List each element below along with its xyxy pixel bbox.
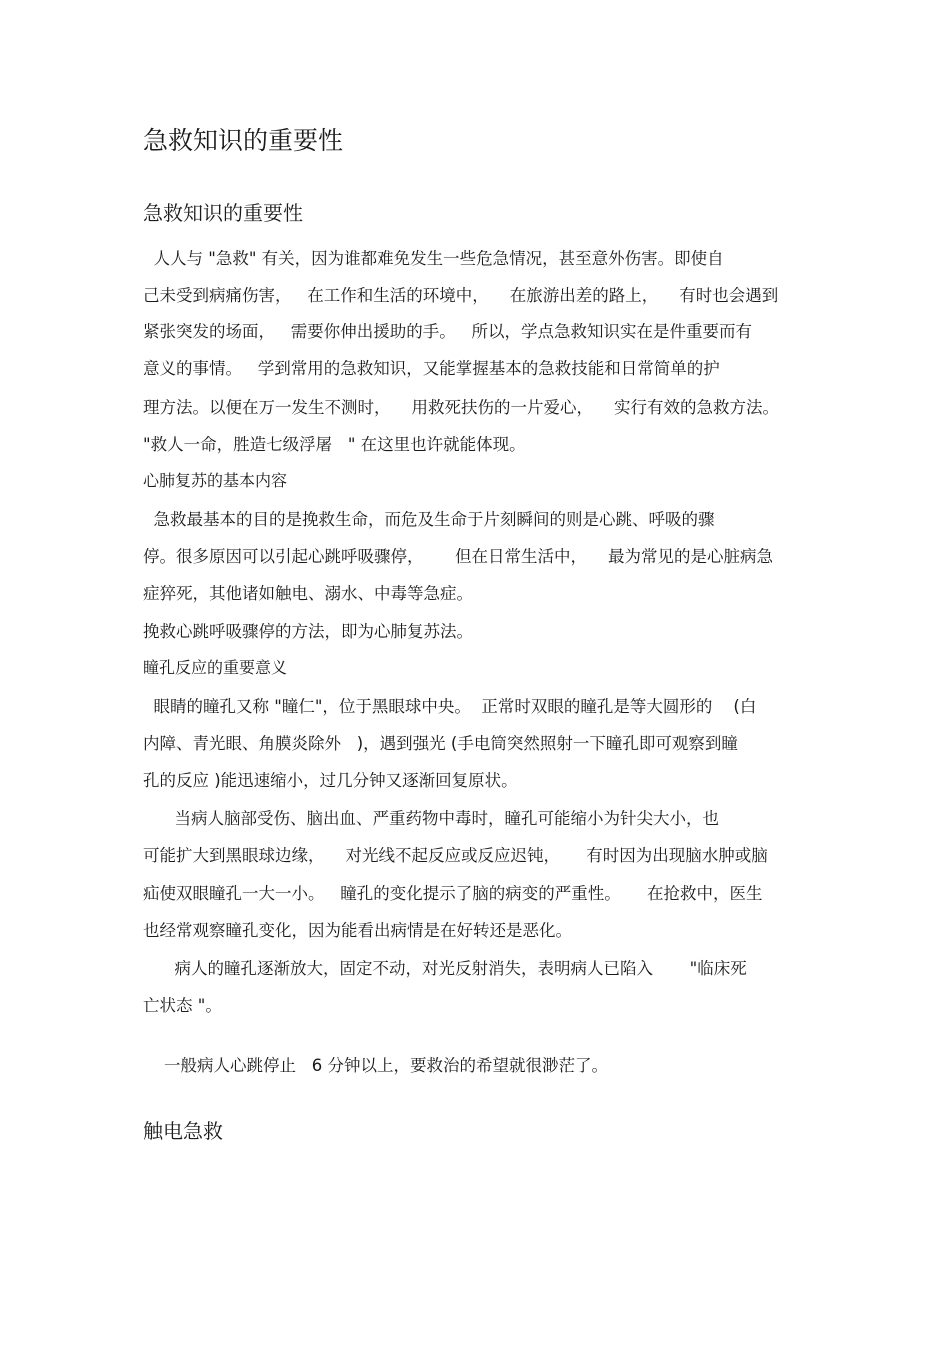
paragraph-line: 当病人脑部受伤、脑出血、严重药物中毒时，瞳孔可能缩小为针尖大小，也 <box>143 809 719 828</box>
paragraph-line: 挽救心跳呼吸骤停的方法，即为心肺复苏法。 <box>143 622 473 641</box>
paragraph-line: 人人与 "急救" 有关，因为谁都难免发生一些危急情况，甚至意外伤害。即使自 <box>143 249 724 268</box>
paragraph-line: 症猝死，其他诸如触电、溺水、中毒等急症。 <box>143 584 473 603</box>
section-heading-electric-shock: 触电急救 <box>143 1119 223 1143</box>
paragraph-line: 病人的瞳孔逐渐放大，固定不动，对光反射消失，表明病人已陷入 "临床死 <box>143 959 747 978</box>
paragraph-line: 一般病人心跳停止 6 分钟以上，要救治的希望就很渺茫了。 <box>143 1056 608 1075</box>
paragraph-line: 停。很多原因可以引起心跳呼吸骤停， 但在日常生活中， 最为常见的是心脏病急 <box>143 547 773 566</box>
paragraph-line: 理方法。以便在万一发生不测时， 用救死扶伤的一片爱心， 实行有效的急救方法。 <box>143 398 779 417</box>
paragraph-line: "救人一命，胜造七级浮屠 " 在这里也许就能体现。 <box>143 435 526 454</box>
paragraph-line: 己未受到病痛伤害， 在工作和生活的环境中， 在旅游出差的路上， 有时也会遇到 <box>143 286 779 305</box>
section-heading-importance: 急救知识的重要性 <box>143 201 303 225</box>
paragraph-line: 孔的反应 )能迅速缩小，过几分钟又逐渐回复原状。 <box>143 771 518 790</box>
paragraph-line: 内障、青光眼、角膜炎除外 )，遇到强光 (手电筒突然照射一下瞳孔即可观察到瞳 <box>143 734 738 753</box>
section-heading-cpr: 心肺复苏的基本内容 <box>143 471 288 490</box>
paragraph-line: 意义的事情。 学到常用的急救知识，又能掌握基本的急救技能和日常简单的护 <box>143 359 720 378</box>
paragraph-line: 紧张突发的场面， 需要你伸出援助的手。 所以，学点急救知识实在是件重要而有 <box>143 322 752 341</box>
paragraph-line: 可能扩大到黑眼球边缘， 对光线不起反应或反应迟钝， 有时因为出现脑水肿或脑 <box>143 846 768 865</box>
paragraph-line: 亡状态 "。 <box>143 996 222 1015</box>
paragraph-line: 也经常观察瞳孔变化，因为能看出病情是在好转还是恶化。 <box>143 921 572 940</box>
section-heading-pupil: 瞳孔反应的重要意义 <box>143 658 288 677</box>
document-title: 急救知识的重要性 <box>143 126 344 155</box>
paragraph-line: 眼睛的瞳孔又称 "瞳仁"，位于黑眼球中央。 正常时双眼的瞳孔是等大圆形的 (白 <box>143 697 757 716</box>
paragraph-line: 急救最基本的目的是挽救生命，而危及生命于片刻瞬间的则是心跳、呼吸的骤 <box>143 510 715 529</box>
paragraph-line: 疝使双眼瞳孔一大一小。 瞳孔的变化提示了脑的病变的严重性。 在抢救中，医生 <box>143 884 763 903</box>
